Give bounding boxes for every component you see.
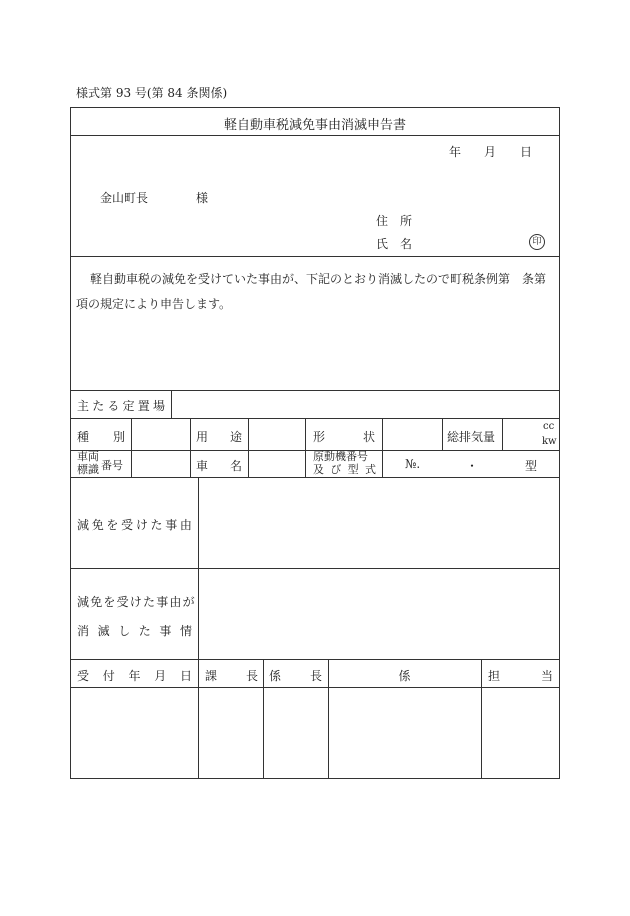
form-number: 様式第 93 号(第 84 条関係) — [76, 86, 228, 100]
body-text-line1: 軽自動車税の減免を受けていた事由が、下記のとおり消滅したので町税条例第 条第 — [90, 272, 547, 286]
use-label: 用 途 — [196, 430, 242, 444]
model-label: 型 — [525, 459, 538, 473]
date-year: 年 — [449, 145, 462, 159]
subsection-chief-label: 係 長 — [269, 669, 322, 683]
type-label: 種 別 — [77, 430, 125, 444]
main-location-label: 主 た る 定 置 場 — [77, 399, 165, 413]
seal-mark: 印 — [529, 234, 545, 250]
unit-cc: cc — [543, 421, 555, 432]
no-label: №. — [405, 457, 421, 471]
extinction-label-line1: 減免を受けた事由が — [77, 595, 196, 609]
name-label: 氏 名 — [376, 237, 412, 251]
reason-label: 減 免 を 受 け た 事 由 — [77, 518, 192, 532]
engine-label-b: 及 び 型 式 — [313, 463, 376, 476]
engine-label-a: 原動機番号 — [313, 450, 368, 463]
received-date-label: 受 付 年 月 日 — [77, 669, 192, 683]
in-charge-label: 担 当 — [488, 669, 553, 683]
separator-dot: ・ — [466, 459, 479, 473]
addressee-name: 金山町長 — [100, 191, 149, 205]
shape-label: 形 状 — [313, 430, 375, 444]
address-label: 住 所 — [376, 214, 412, 228]
section-chief-label: 課 長 — [205, 669, 258, 683]
extinction-label-line2: 消 滅 し た 事 情 — [77, 624, 192, 638]
form-title: 軽自動車税減免事由消滅申告書 — [223, 118, 406, 133]
unit-kw: kw — [542, 436, 557, 447]
car-name-label: 車 名 — [196, 459, 242, 473]
plate-label-c: 番号 — [101, 459, 123, 472]
addressee-honorific: 様 — [196, 191, 209, 205]
body-text-line2: 項の規定により申告します。 — [76, 297, 232, 311]
date-day: 日 — [520, 145, 533, 159]
clerk-label: 係 — [398, 669, 411, 683]
date-month: 月 — [484, 145, 497, 159]
plate-label-a: 車両 — [77, 450, 99, 463]
plate-label-b: 標識 — [77, 463, 99, 476]
displacement-label: 総排気量 — [447, 430, 496, 444]
